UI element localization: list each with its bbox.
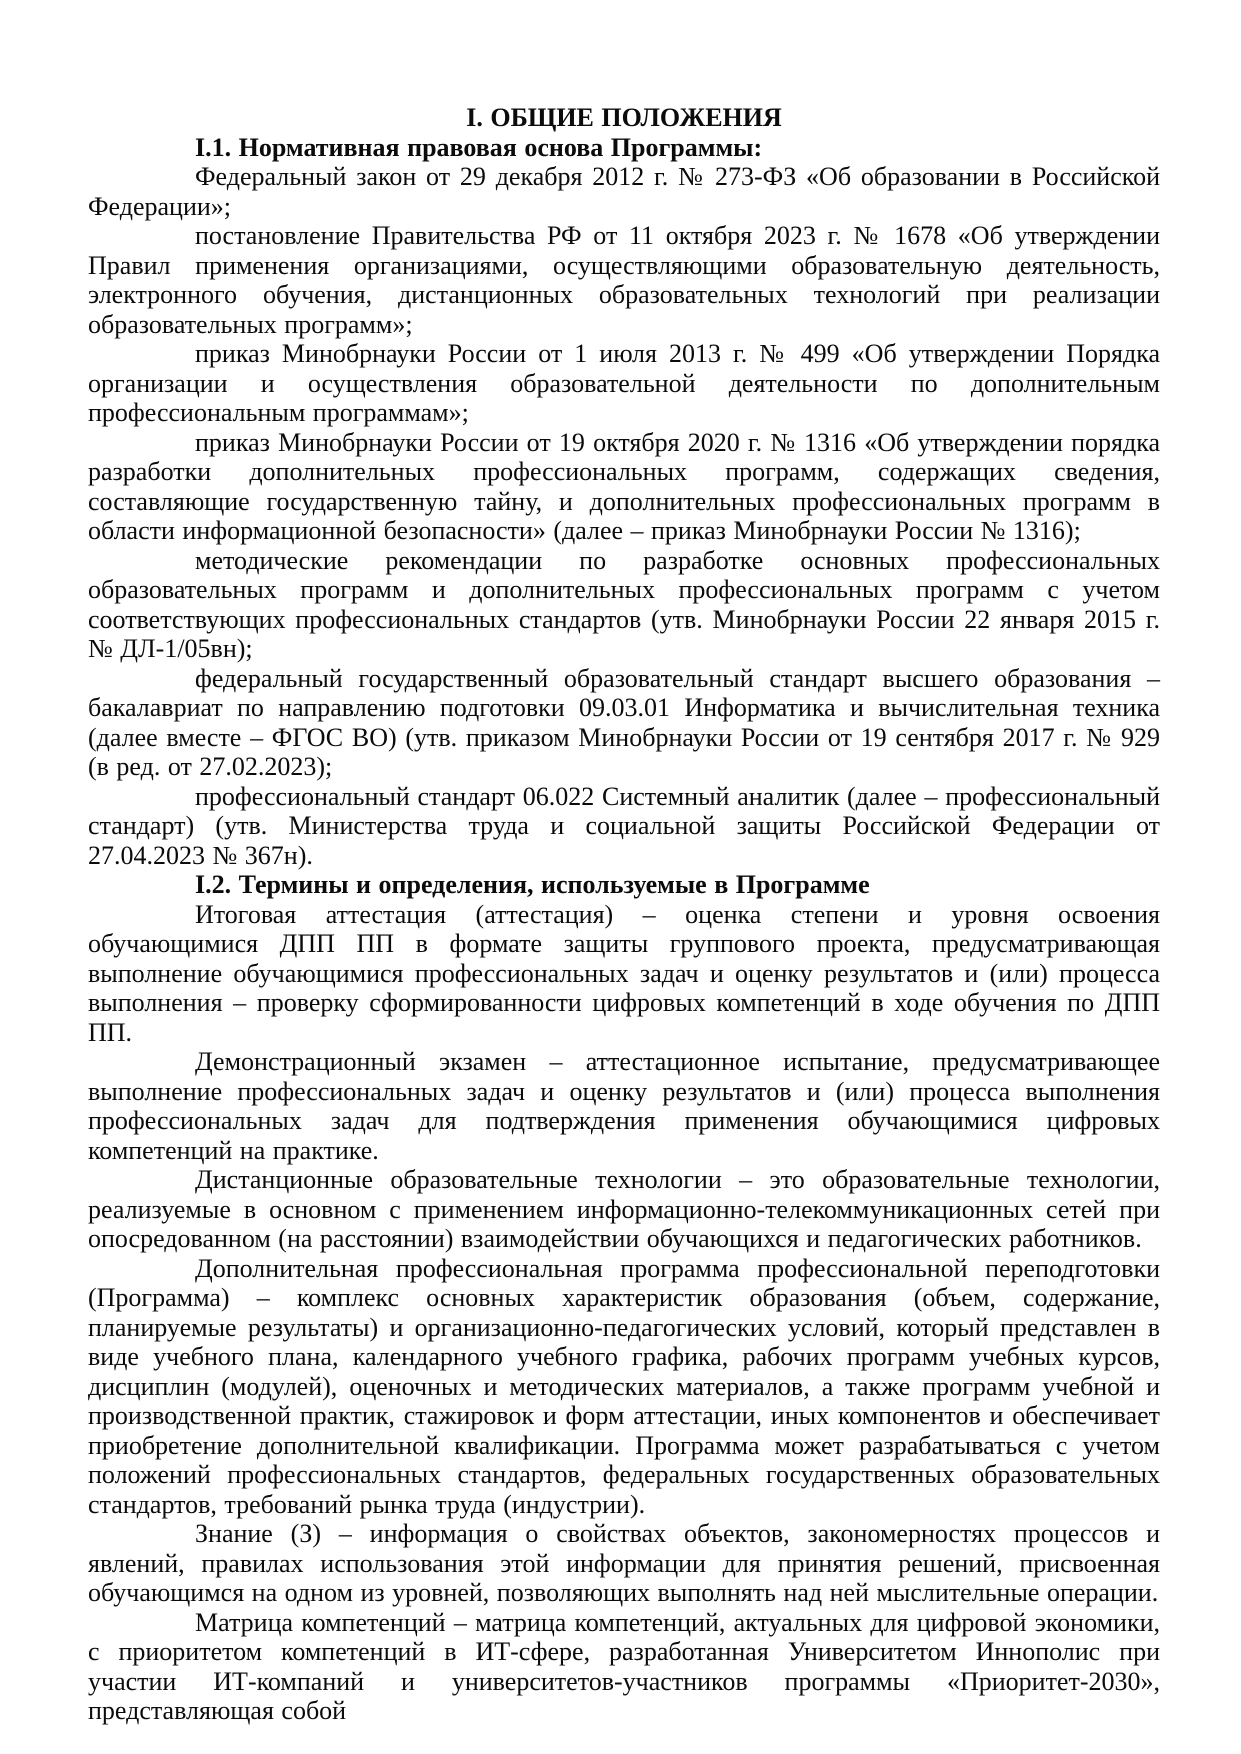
- paragraph-decree-1678: постановление Правительства РФ от 11 октября 2023 г. № 1678 «Об утверждении Правил применения организациями, осуществляющими образовательную деятельность, электронного обучения, дистанционных образовательных технологий при реализации образовательных программ»;: [88, 221, 1160, 339]
- paragraph-fgos-vo: федеральный государственный образовательный стандарт высшего образования – бакалавриат по направлению подготовки 09.03.01 Информатика и вычислительная техника (далее вместе – ФГОС ВО) (утв. приказом Минобрнауки России от 19 сентября 2017 г. № 929 (в ред. от 27.02.2023);: [88, 663, 1160, 781]
- paragraph-federal-law: Федеральный закон от 29 декабря 2012 г. № 273-ФЗ «Об образовании в Российской Федерации»;: [88, 162, 1160, 221]
- paragraph-itogovaya-attestatsiya: Итоговая аттестация (аттестация) – оценка степени и уровня освоения обучающимися ДПП ПП в формате защиты группового проекта, предусматривающая выполнение обучающимися профессиональных задач и оценку результатов и (или) процесса выполнения – проверку сформированности цифровых компетенций в ходе обучения по ДПП ПП.: [88, 899, 1160, 1047]
- paragraph-order-1316: приказ Минобрнауки России от 19 октября 2020 г. № 1316 «Об утверждении порядка разработки дополнительных профессиональных программ, содержащих сведения, составляющие государственную тайну, и дополнительных профессиональных программ в области информационной безопасности» (далее – приказ Минобрнауки России № 1316);: [88, 427, 1160, 545]
- section-heading-i1: I.1. Нормативная правовая основа Программы:: [195, 132, 763, 162]
- paragraph-matrix-competencies: Матрица компетенций – матрица компетенций, актуальных для цифровой экономики, с приоритетом компетенций в ИТ-сфере, разработанная Университетом Иннополис при участии ИТ-компаний и университетов-участников программы «Приоритет-2030», представляющая собой: [88, 1607, 1160, 1725]
- paragraph-znanie: Знание (З) – информация о свойствах объектов, закономерностях процессов и явлений, правилах использования этой информации для принятия решений, присвоенная обучающимся на одном из уровней, позволяющих выполнять над ней мыслительные операции.: [88, 1519, 1160, 1607]
- document-title: I. ОБЩИЕ ПОЛОЖЕНИЯ: [466, 103, 782, 132]
- paragraph-order-499: приказ Минобрнауки России от 1 июля 2013 г. № 499 «Об утверждении Порядка организации и осуществления образовательной деятельности по дополнительным профессиональным программам»;: [88, 339, 1160, 427]
- paragraph-demo-exam: Демонстрационный экзамен – аттестационное испытание, предусматривающее выполнение профессиональных задач и оценку результатов и (или) процесса выполнения профессиональных задач для подтверждения применения обучающимися цифровых компетенций на практике.: [88, 1047, 1160, 1165]
- paragraph-prof-standard: профессиональный стандарт 06.022 Системный аналитик (далее – профессиональный стандарт) (утв. Министерства труда и социальной защиты Российской Федерации от 27.04.2023 № 367н).: [88, 781, 1160, 870]
- document-content: [88, 103, 1160, 1726]
- paragraph-distance-tech: Дистанционные образовательные технологии – это образовательные технологии, реализуемые в основном с применением информационно-телекоммуникационных сетей при опосредованном (на расстоянии) взаимодействии обучающихся и педагогических работников.: [88, 1165, 1160, 1253]
- section-heading-i2: I.2. Термины и определения, используемые в Программе: [195, 870, 870, 899]
- paragraph-method-recommendations: методические рекомендации по разработке основных профессиональных образовательных программ и дополнительных профессиональных программ с учетом соответствующих профессиональных стандартов (утв. Минобрнауки России 22 января 2015 г. № ДЛ-1/05вн);: [88, 545, 1160, 663]
- paragraph-dpp-definition: Дополнительная профессиональная программа профессиональной переподготовки (Программа) – комплекс основных характеристик образования (объем, содержание, планируемые результаты) и организационно-педагогических условий, который представлен в виде учебного плана, календарного учебного графика, рабочих программ учебных курсов, дисциплин (модулей), оценочных и методических материалов, а также программ учебной и производственной практик, стажировок и форм аттестации, иных компонентов и обеспечивает приобретение дополнительной квалификации. Программа может разрабатываться с учетом положений профессиональных стандартов, федеральных государственных образовательных стандартов, требований рынка труда (индустрии).: [88, 1253, 1160, 1519]
